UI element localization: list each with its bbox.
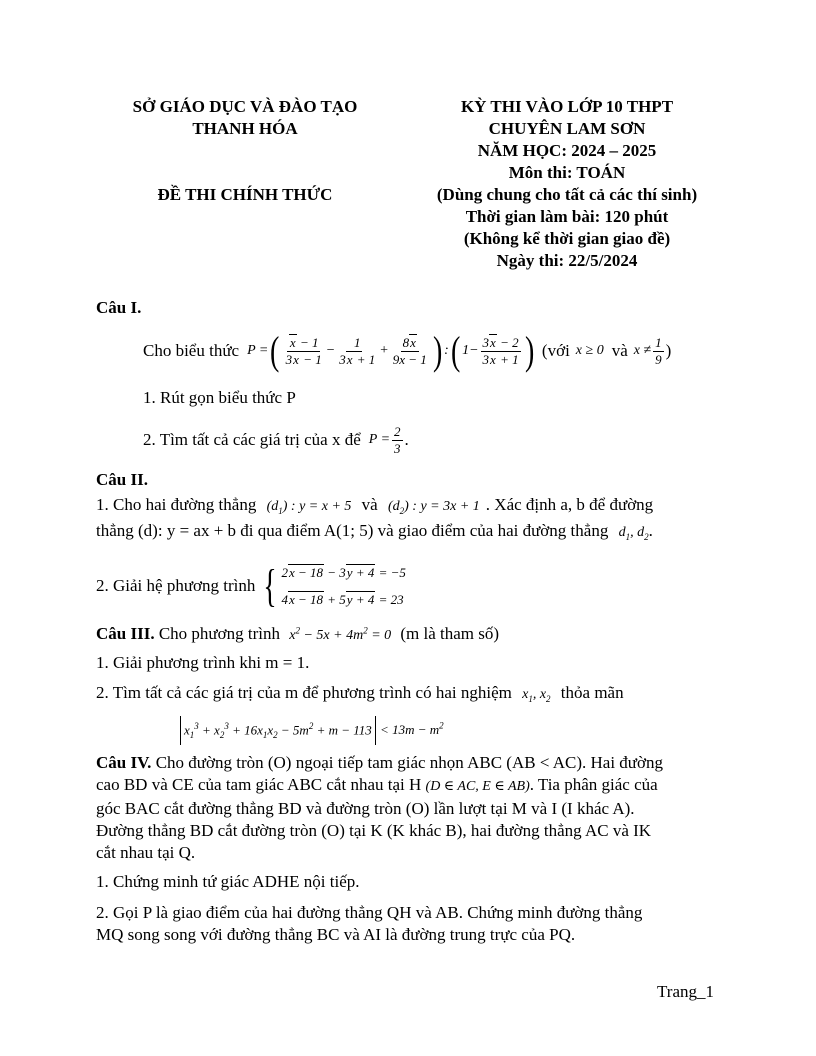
department-name: SỞ GIÁO DỤC VÀ ĐÀO TẠO	[132, 97, 358, 116]
q4-item2-b: MQ song song với đường thẳng BC và AI là đường trung trực của PQ.	[96, 925, 576, 944]
q4-text-c: . Tia phân giác của	[529, 775, 658, 794]
q4-text-b: cao BD và CE của tam giác ABC cắt nhau tại H	[96, 775, 422, 794]
q2-item1-d: thẳng (d): y = ax + b đi qua điểm A(1; 5) và giao điểm của hai đường thẳng	[96, 521, 609, 540]
question-4-title: Câu IV.	[96, 753, 152, 772]
q2-item1-b: và	[361, 495, 378, 514]
q2-item2-text: 2. Giải hệ phương trình	[96, 576, 256, 595]
q4-text-a: Cho đường tròn (O) ngoại tiếp tam giác nhọn ABC (AB < AC). Hai đường	[155, 753, 663, 772]
time-note: (Không kể thời gian giao đề)	[463, 229, 671, 248]
school-year: NĂM HỌC: 2024 – 2025	[477, 141, 657, 160]
condition-and: và	[611, 341, 628, 360]
q3-param: (m là tham số)	[400, 624, 500, 643]
question-1-item-2-text: 2. Tìm tất cả các giá trị của x để	[143, 430, 361, 449]
question-3-title: Câu III.	[96, 624, 155, 643]
q3-item2-end: thỏa mãn	[560, 683, 624, 702]
question-2-item-1-line-1: 1. Cho hai đường thẳng $(d_1)$ : y = x + 5 và $(d_2)$ : y = 3x + 1 . Xác định a, b để đường	[96, 495, 654, 516]
question-4-body: Câu IV. Cho đường tròn (O) ngoại tiếp tam giác nhọn ABC (AB < AC). Hai đường cao BD và CE của tam giác ABC cắt nhau tại H (D ∈ AC, E ∈ AB). Tia phân giác của góc BAC cắt đường thẳng BD và đường tròn (O) lần lượt tại M và I (I khác A). Đường thẳng BD cắt đường tròn (O) tại K (K khác B), hai đường thẳng AC và IK cắt nhau tại Q.	[96, 752, 720, 864]
question-2-title: Câu II.	[96, 470, 148, 489]
question-1-item-1: 1. Rút gọn biểu thức P	[143, 388, 296, 407]
question-3-item-2: 2. Tìm tất cả các giá trị của m để phương trình có hai nghiệm $x_1$, $x_2$ thỏa mãn	[96, 683, 624, 704]
header-right	[402, 96, 732, 272]
province-name: THANH HÓA	[192, 119, 298, 138]
header-left	[100, 96, 390, 206]
question-1-intro: Cho biểu thức	[143, 341, 240, 360]
question-1-title: Câu I.	[96, 298, 142, 317]
exam-title: KỲ THI VÀO LỚP 10 THPT	[460, 97, 674, 116]
q4-item2-a: 2. Gọi P là giao điểm của hai đường thẳng QH và AB. Chứng minh đường thẳng	[96, 903, 643, 922]
audience-note: (Dùng chung cho tất cả các thí sinh)	[436, 185, 698, 204]
question-4-item-2	[96, 902, 642, 946]
page-number: Trang_1	[657, 982, 714, 1001]
question-1-expression: Cho biểu thức P = ( $\frac{x - 1}{3x - 1}$ − $\frac{1}{3x + 1}$ + $\frac{8x}{9x - 1}$ ) : ( 1− $\frac{3x - 2}{3x + 1}$ ) (với x ≥ 0 và x ≠ $\frac{1}{9}$ )	[143, 328, 672, 373]
question-2-item-2: 2. Giải hệ phương trình { 2x − 18 − 3y + 4 = −5 4x − 18 + 5y + 4 = 23	[96, 560, 406, 611]
q3-intro: Cho phương trình	[158, 624, 280, 643]
condition-open: (với	[541, 341, 570, 360]
q4-text-e: Đường thẳng BD cắt đường tròn (O) tại K (K khác B), hai đường thẳng AC và IK	[96, 821, 652, 840]
q2-item1-c: . Xác định a, b để đường	[485, 495, 654, 514]
equation-system: 2x − 18 − 3y + 4 = −5 4x − 18 + 5y + 4 = 23	[281, 565, 406, 607]
question-3-inequality: $x_1^3 + x_2^3 + 16x_1x_2 - 5m^2 + m - 113 < 13m - m^2$	[180, 716, 444, 745]
q4-text-d: góc BAC cắt đường thẳng BD và đường tròn (O) lần lượt tại M và I (I khác A).	[96, 799, 635, 818]
question-2-item-1-line-2: thẳng (d): y = ax + b đi qua điểm A(1; 5) và giao điểm của hai đường thẳng $d_1$, $d_2$.	[96, 521, 653, 542]
q3-item2-text: 2. Tìm tất cả các giá trị của m để phương trình có hai nghiệm	[96, 683, 512, 702]
question-3-item-1: 1. Giải phương trình khi m = 1.	[96, 653, 310, 672]
math-p-expression: P =	[247, 343, 269, 358]
question-1-item-2: 2. Tìm tất cả các giá trị của x để P = $\frac{2}{3}$ .	[143, 423, 409, 456]
q4-text-f: cắt nhau tại Q.	[96, 843, 196, 862]
q2-item1-a: 1. Cho hai đường thẳng	[96, 495, 257, 514]
exam-date: Ngày thi: 22/5/2024	[496, 251, 638, 270]
time-limit: Thời gian làm bài: 120 phút	[465, 207, 669, 226]
question-3-intro-line: Câu III. Cho phương trình $x^2 - 5x + 4m^2 = 0$ (m là tham số)	[96, 624, 500, 643]
official-label: ĐỀ THI CHÍNH THỨC	[157, 185, 333, 204]
question-4-item-1: 1. Chứng minh tứ giác ADHE nội tiếp.	[96, 872, 360, 891]
subject: Môn thi: TOÁN	[508, 163, 626, 182]
school-name: CHUYÊN LAM SƠN	[488, 119, 646, 138]
